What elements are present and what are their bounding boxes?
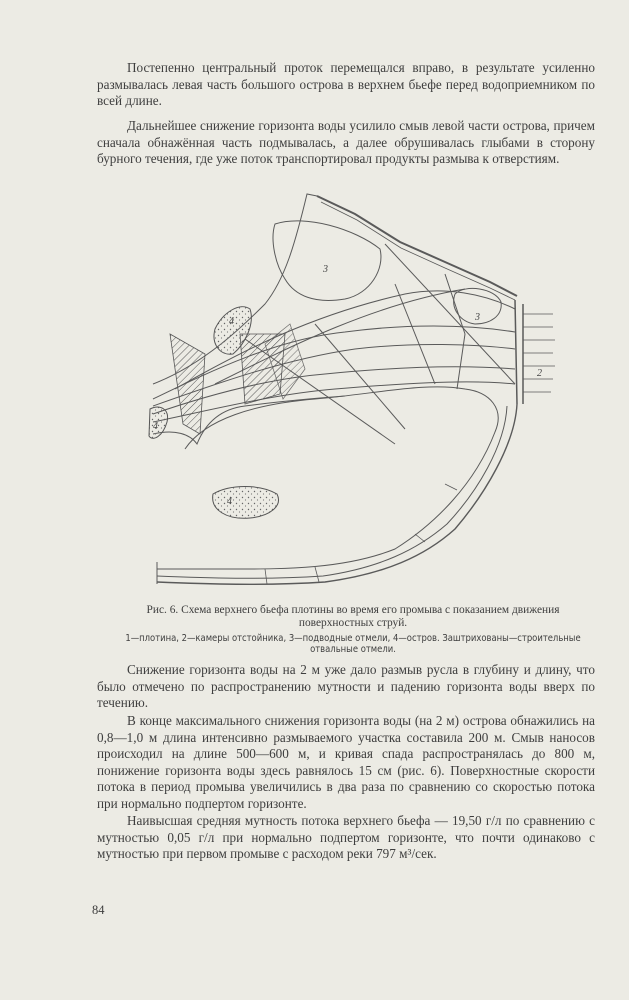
figure-caption-title: Рис. 6. Схема верхнего бьефа плотины во время его промыва с показанием движения поверхностных струй. — [146, 604, 560, 630]
embankment-outer — [157, 404, 517, 584]
label-shoal-3-right: 3 — [475, 312, 480, 323]
label-island-4-mid: 4 — [229, 316, 234, 327]
label-shoal-3-top: 3 — [323, 264, 328, 275]
label-island-4-left: 4 — [153, 421, 158, 432]
paragraph-3: Снижение горизонта воды на 2 м уже дало размыв русла в глубину и длину, что было отмечено по распространению мутности и падению горизонта воды вверх по течению. — [97, 662, 595, 711]
settling-chambers — [515, 300, 523, 404]
paragraph-4: В конце максимального снижения горизонта воды (на 2 м) острова обнажились на 0,8—1,0 м длина интенсивно размываемого участка составила 200 м. Смыв наносов происходил на длине 500—600 м, и кривая спада распространялась до 800 м, понижение горизонта воды здесь равнялось 15 см (рис. 6). Поверхностные скорости потока в период промыва увеличились в два раза по сравнению со скоростью потока при нормально подпертом горизонте. — [97, 713, 595, 811]
island-curve — [157, 387, 498, 569]
hatched-shoal-1 — [170, 334, 205, 434]
paragraph-1: Постепенно центральный проток перемещался вправо, в результате усиленно размывалась левая часть большого острова в верхнем бьефе перед водоприемником по всей длине. — [97, 60, 595, 109]
paragraph-2: Дальнейшее снижение горизонта воды усилило смыв левой части острова, причем сначала обнажённая часть подмывалась, а далее обрушивалась глыбами в сторону бурного течения, где уже поток транспортировал продукты размыва к отверстиям. — [97, 118, 595, 167]
label-island-4-bottom: 4 — [227, 496, 232, 507]
label-chambers: 2 — [537, 368, 542, 379]
island-4-left — [149, 407, 168, 438]
figure-6-scheme — [145, 184, 560, 594]
figure-caption-legend: 1—плотина, 2—камеры отстойника, 3—подводные отмели, 4—остров. Заштрихованы—строительные отвальные отмели. — [125, 633, 581, 656]
paragraph-5: Наивысшая средняя мутность потока верхнего бьефа — 19,50 г/л по сравнению с мутностью 0,05 г/л при нормально подпертом горизонте, что почти одинаково с мутностью при первом промыве с расходом реки 797 м³/сек. — [97, 813, 595, 862]
island-4-bottom — [213, 487, 279, 519]
dam-wall — [317, 196, 517, 296]
page-number: 84 — [92, 903, 105, 917]
shoal-3-top — [273, 221, 381, 301]
